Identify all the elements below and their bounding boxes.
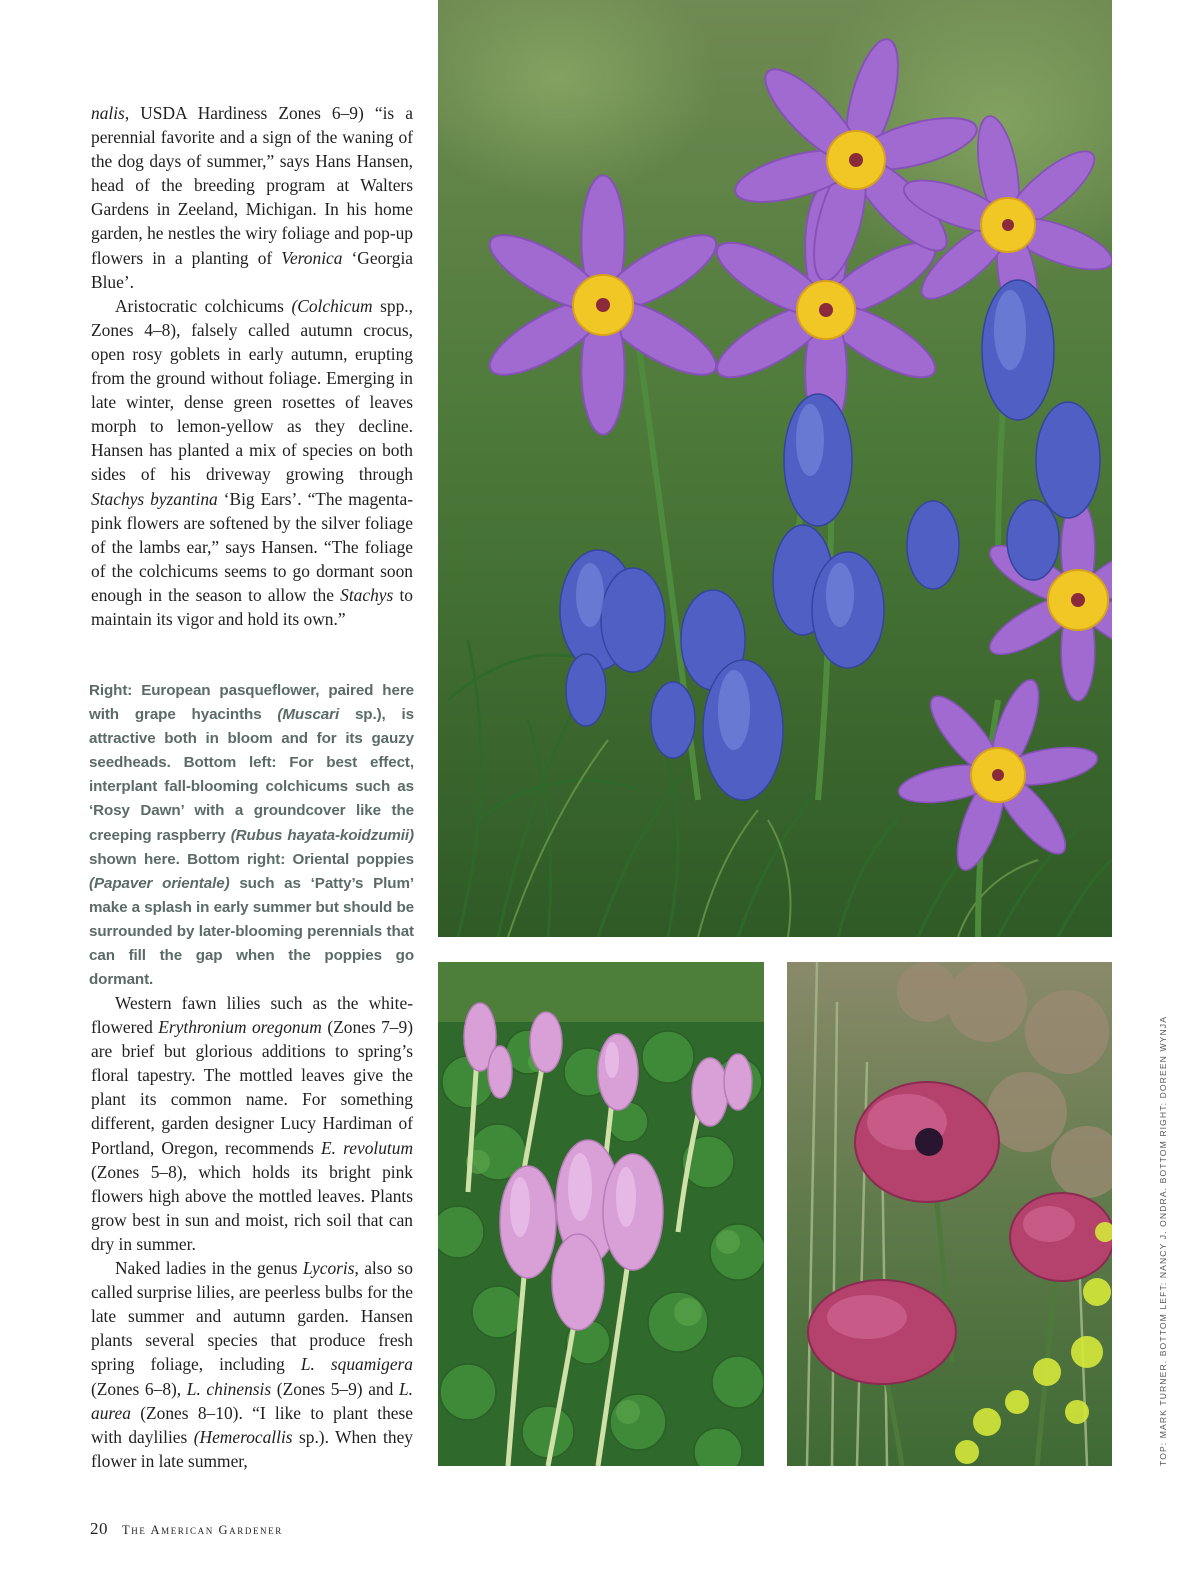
italic-text: Stachys byzantina: [91, 488, 218, 509]
text-run: (Zones 6–8),: [91, 1378, 187, 1399]
paragraph: [91, 991, 413, 1256]
italic-text: (Papaver orientale): [89, 874, 230, 892]
text-run: sp.). When they flower in late summer,: [91, 1426, 413, 1471]
paragraph: [91, 1256, 413, 1473]
text-run: spp., Zones 4–8), falsely called autumn crocus, open rosy goblets in early autumn, erupting from the ground without foliage. Emerging in late winter, dense green rosettes of leaves morph to lemon-yellow as they decline. Hansen has planted a mix of species on both sides of his driveway growing through: [91, 295, 414, 485]
italic-text: nalis: [91, 103, 125, 123]
photo-caption: [89, 679, 414, 992]
photo-pasqueflower-muscari: [438, 0, 1112, 937]
text-run: (Zones 5–9) and: [271, 1378, 399, 1399]
italic-text: E. revolutum: [321, 1137, 413, 1158]
text-run: sp.), is attractive both in bloom and for its gauzy seedheads. Bottom left: For best effect, interplant fall-blooming colchicums such as ‘Rosy Dawn’ with a groundcover like the creeping raspberry: [89, 706, 414, 844]
page-number: 20: [90, 1519, 108, 1538]
page-footer: [90, 1519, 283, 1539]
text-run: , also so called surprise lilies, are peerless bulbs for the late summer and autumn garden. Hansen plants several species that produce fresh spring foliage, including: [91, 1258, 413, 1375]
body-text-bottom: [91, 991, 413, 1473]
text-run: (Zones 8–10). “I like to plant these with daylilies: [91, 1402, 413, 1447]
photo-colchicum-rubus: [438, 962, 764, 1466]
text-run: , USDA Hardiness Zones 6–9) “is a perennial favorite and a sign of the waning of the dog days of summer,” says Hans Hansen, head of the breeding program at Walters Gardens in Zeeland, Michigan. In his home garden, he nestles the wiry foliage and pop-up flowers in a planting of: [91, 103, 413, 268]
text-run: shown here. Bottom right: Oriental poppies: [89, 850, 414, 868]
photo-credit: TOP: MARK TURNER. BOTTOM LEFT: NANCY J. ONDRA. BOTTOM RIGHT: DOREEN WYNJA: [1158, 1015, 1168, 1466]
italic-text: Lycoris: [302, 1258, 355, 1279]
text-run: Naked ladies in the genus: [115, 1258, 303, 1279]
text-run: (Zones 7–9) are brief but glorious additions to spring’s floral tapestry. The mottled leaves give the plant its common name. For something different, garden designer Lucy Hardiman of Portland, Oregon, recommends: [91, 1017, 413, 1158]
paragraph: [91, 294, 413, 631]
photo-oriental-poppies: [787, 962, 1112, 1466]
italic-text: Veronica: [281, 247, 343, 268]
italic-text: Stachys: [340, 584, 394, 605]
text-run: (Zones 5–8), which holds its bright pink flowers high above the mottled leaves. Plants grow best in sun and moist, rich soil that can dry in summer.: [91, 1161, 413, 1254]
italic-text: (Muscari: [277, 706, 340, 724]
italic-text: L. squamigera: [300, 1354, 413, 1375]
italic-text: Erythronium oregonum: [158, 1017, 322, 1038]
italic-text: L. chinensis: [186, 1378, 272, 1399]
italic-text: (Colchicum: [291, 295, 373, 316]
italic-text: (Rubus hayata-koidzumii): [230, 826, 414, 844]
italic-text: L. aurea: [91, 1378, 413, 1423]
magazine-name: The American Gardener: [122, 1523, 283, 1537]
italic-text: (Hemerocallis: [193, 1426, 293, 1447]
text-run: Western fawn lilies such as the white-flowered: [91, 993, 413, 1038]
text-run: Aristocratic colchicums: [115, 295, 292, 316]
text-run: to maintain its vigor and hold its own.”: [91, 584, 413, 629]
paragraph: [91, 101, 413, 294]
text-run: ‘Big Ears’. “The magenta-pink flowers are softened by the silver foliage of the lambs ear,” says Hansen. “The foliage of the colchicums seems to go dormant soon enough in the season to allow the: [91, 488, 413, 605]
body-text-top: [91, 101, 413, 631]
text-run: such as ‘Patty’s Plum’ make a splash in early summer but should be surrounded by later-blooming perennials that can fill the gap when the poppies go dormant.: [89, 874, 414, 989]
text-run: Right: European pasqueflower, paired here with grape hyacinths: [89, 682, 414, 724]
text-run: ‘Georgia Blue’.: [91, 247, 413, 292]
